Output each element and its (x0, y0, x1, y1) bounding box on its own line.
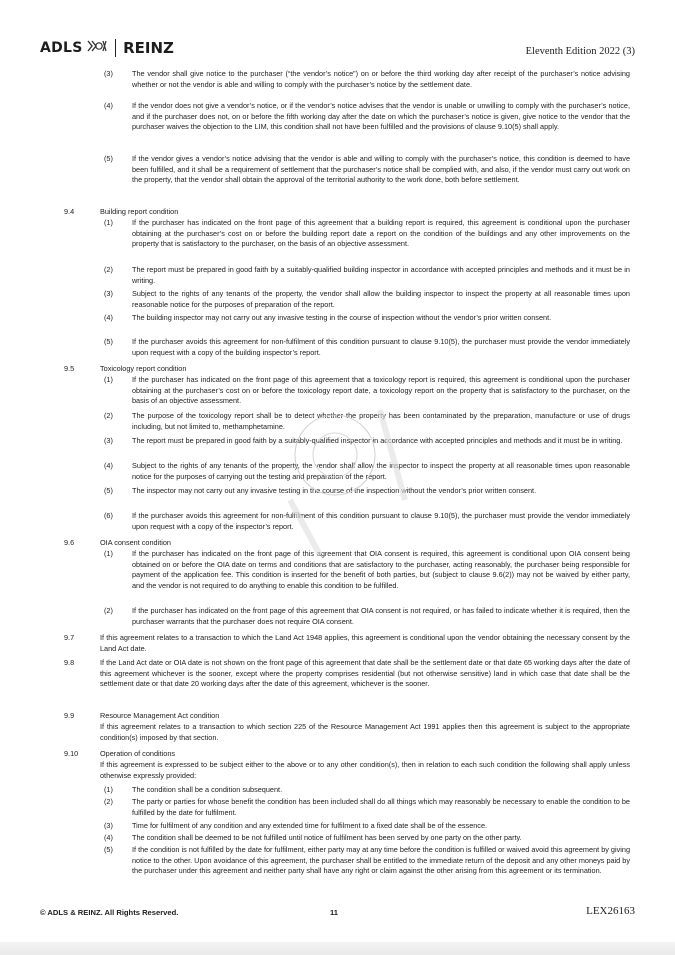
clause-text: Subject to the rights of any tenants of the property, the vendor shall allow the building inspector to inspect the property at all reasonable times upon reasonable notice for the purposes of preparation of the report. (132, 289, 630, 309)
clause-number: (3) (104, 821, 113, 830)
clause-number: (5) (104, 337, 113, 346)
clause-number: (4) (104, 313, 113, 322)
clause-text: If the purchaser has indicated on the front page of this agreement that a toxicology report is required, this agreement is conditional upon the purchaser obtaining at the purchaser’s cost on or before the toxicology report date, a toxicology report on the property that is satisfactory to the purchaser, on the basis of an objective assessment. (132, 375, 630, 406)
logo-adls-text: ADLS (40, 40, 83, 56)
clause-text: If the purchaser avoids this agreement for non-fulfilment of this condition pursuant to clause 9.10(5), the purchaser must provide the vendor immediately upon request with a copy of the inspector’s report. (132, 511, 630, 531)
clause-number: (3) (104, 69, 113, 78)
document-code: LEX26163 (586, 905, 635, 917)
section-title: OIA consent condition (100, 538, 171, 547)
logo-reinz-text: REINZ (123, 39, 174, 57)
clause-number: (1) (104, 549, 113, 558)
clause-number: (4) (104, 833, 113, 842)
clause-number: (2) (104, 411, 113, 420)
clause-number: (1) (104, 375, 113, 384)
crest-icon (86, 38, 108, 59)
clause-text: The building inspector may not carry out any invasive testing in the course of inspection without the vendor’s prior written consent. (132, 313, 552, 322)
edition-label: Eleventh Edition 2022 (3) (525, 46, 635, 57)
clause-text: The party or parties for whose benefit the condition has been included shall do all things which may reasonably be necessary to enable the condition to be fulfilled by the date for fulfilment. (132, 797, 630, 817)
clause-number: (2) (104, 797, 113, 806)
clause-text: If the Land Act date or OIA date is not shown on the front page of this agreement that date shall be the settlement date or that date 65 working days after the date of this agreement whichever is the sooner, except where the property comprises residential (but not otherwise sensitive) land in which case that date shall be the settlement date or that date 20 working days after the date of this agreement, whichever is the sooner. (100, 658, 630, 689)
clause-text: If this agreement relates to a transaction to which section 225 of the Resource Management Act 1991 applies then this agreement is subject to the appropriate condition(s) imposed by that section. (100, 722, 630, 742)
section-number: 9.9 (64, 711, 75, 720)
footer-copyright: © ADLS & REINZ. All Rights Reserved. (40, 908, 179, 917)
clause-number: (5) (104, 486, 113, 495)
clause-number: (5) (104, 845, 113, 854)
clause-text: The purpose of the toxicology report shall be to detect whether the property has been contaminated by the preparation, manufacture or use of drugs including, but not limited to, methamphetamine. (132, 411, 630, 431)
clause-text: If the purchaser has indicated on the front page of this agreement that OIA consent is required, this agreement is conditional upon OIA consent being obtained on or before the OIA date on terms and conditions that are satisfactory to the purchaser, acting reasonably, the purchaser being responsible for payment of the application fee. This condition is inserted for the benefit of both parties, but (subject to clause 9.6(2)) may not be waived by either party, and the vendor is not required to do anything to enable this condition to be fulfilled. (132, 549, 630, 590)
clause-number: (3) (104, 436, 113, 445)
clause-number: (1) (104, 785, 113, 794)
section-title: Toxicology report condition (100, 364, 187, 373)
clause-text: If the purchaser has indicated on the front page of this agreement that OIA consent is not required, or has failed to indicate whether it is required, then the purchaser warrants that the purchaser does not require OIA consent. (132, 606, 630, 626)
adls-reinz-logo (40, 38, 174, 58)
section-number: 9.8 (64, 658, 75, 667)
section-number: 9.10 (64, 749, 79, 758)
clause-text: The report must be prepared in good faith by a suitably-qualified inspector in accordance with accepted principles and methods and it must be in writing. (132, 436, 623, 445)
page-number: 11 (330, 908, 339, 917)
section-title: Resource Management Act condition (100, 711, 220, 720)
page-edge (0, 942, 675, 955)
logo-divider (115, 39, 116, 57)
section-title: Operation of conditions (100, 749, 176, 758)
clause-number: (2) (104, 606, 113, 615)
clause-number: (1) (104, 218, 113, 227)
clause-text: The condition shall be deemed to be not fulfilled until notice of fulfilment has been served by one party on the other party. (132, 833, 522, 842)
clause-number: (4) (104, 461, 113, 470)
clause-number: (6) (104, 511, 113, 520)
clause-text: If this agreement is expressed to be subject either to the above or to any other condition(s), then in relation to each such condition the following shall apply unless otherwise expressly provided: (100, 760, 630, 780)
watermark-seal (230, 380, 450, 580)
clause-text: The inspector may not carry out any invasive testing in the course of the inspection without the vendor’s prior written consent. (132, 486, 537, 495)
section-number: 9.7 (64, 633, 75, 642)
clause-text: If the condition is not fulfilled by the date for fulfilment, either party may at any time before the condition is fulfilled or waived avoid this agreement by giving notice to the other. Upon avoidance of this agreement, the purchaser shall be entitled to the immediate return of the deposit and any other moneys paid by the purchaser under this agreement and neither party shall have any right or claim against the other arising from this agreement or its termination. (132, 845, 630, 876)
clause-text: If the vendor gives a vendor’s notice advising that the vendor is able and willing to comply with the purchaser’s notice, this condition is deemed to have been fulfilled, and it shall be a requirement of settlement that the purchaser’s notice shall be complied with, and also, if the vendor must carry out work on the property, that the vendor shall obtain the approval of the territorial authority to the work done, both before settlement. (132, 154, 630, 185)
clause-text: The report must be prepared in good faith by a suitably-qualified building inspector in accordance with accepted principles and methods and it must be in writing. (132, 265, 630, 285)
clause-number: (3) (104, 289, 113, 298)
clause-text: The condition shall be a condition subsequent. (132, 785, 283, 794)
section-number: 9.6 (64, 538, 75, 547)
section-number: 9.4 (64, 207, 75, 216)
clause-text: If the purchaser has indicated on the front page of this agreement that a building report is required, this agreement is conditional upon the purchaser obtaining at the purchaser’s cost on or before the building report date a report on the condition of the buildings and any other improvements on the property that is satisfactory to the purchaser, on the basis of an objective assessment. (132, 218, 630, 249)
clause-text: If the vendor does not give a vendor’s notice, or if the vendor’s notice advises that the vendor is unable or unwilling to comply with the purchaser’s notice, and if the purchaser does not, on or before the fifth working day after the date on which the purchaser’s notice is given, give notice to the vendor that the purchaser waives the objection to the LIM, this condition shall not have been fulfilled and the provisions of clause 9.10(5) shall apply. (132, 101, 630, 132)
clause-text: The vendor shall give notice to the purchaser (“the vendor’s notice”) on or before the third working day after receipt of the purchaser’s notice advising whether or not the vendor is able and willing to comply with the purchaser’s notice by the settlement date. (132, 69, 630, 89)
section-number: 9.5 (64, 364, 75, 373)
clause-text: Time for fulfilment of any condition and any extended time for fulfilment to a fixed date shall be of the essence. (132, 821, 488, 830)
clause-number: (2) (104, 265, 113, 274)
clause-text: Subject to the rights of any tenants of the property, the vendor shall allow the inspector to inspect the property at all reasonable times upon reasonable notice for the purposes of carrying out the testing and preparation of the report. (132, 461, 630, 481)
clause-number: (4) (104, 101, 113, 110)
clause-text: If this agreement relates to a transaction to which the Land Act 1948 applies, this agreement is conditional upon the vendor obtaining the necessary consent by the Land Act date. (100, 633, 630, 653)
section-title: Building report condition (100, 207, 179, 216)
clause-text: If the purchaser avoids this agreement for non-fulfilment of this condition pursuant to clause 9.10(5), the purchaser must provide the vendor immediately upon request with a copy of the building inspector’s report. (132, 337, 630, 357)
clause-number: (5) (104, 154, 113, 163)
